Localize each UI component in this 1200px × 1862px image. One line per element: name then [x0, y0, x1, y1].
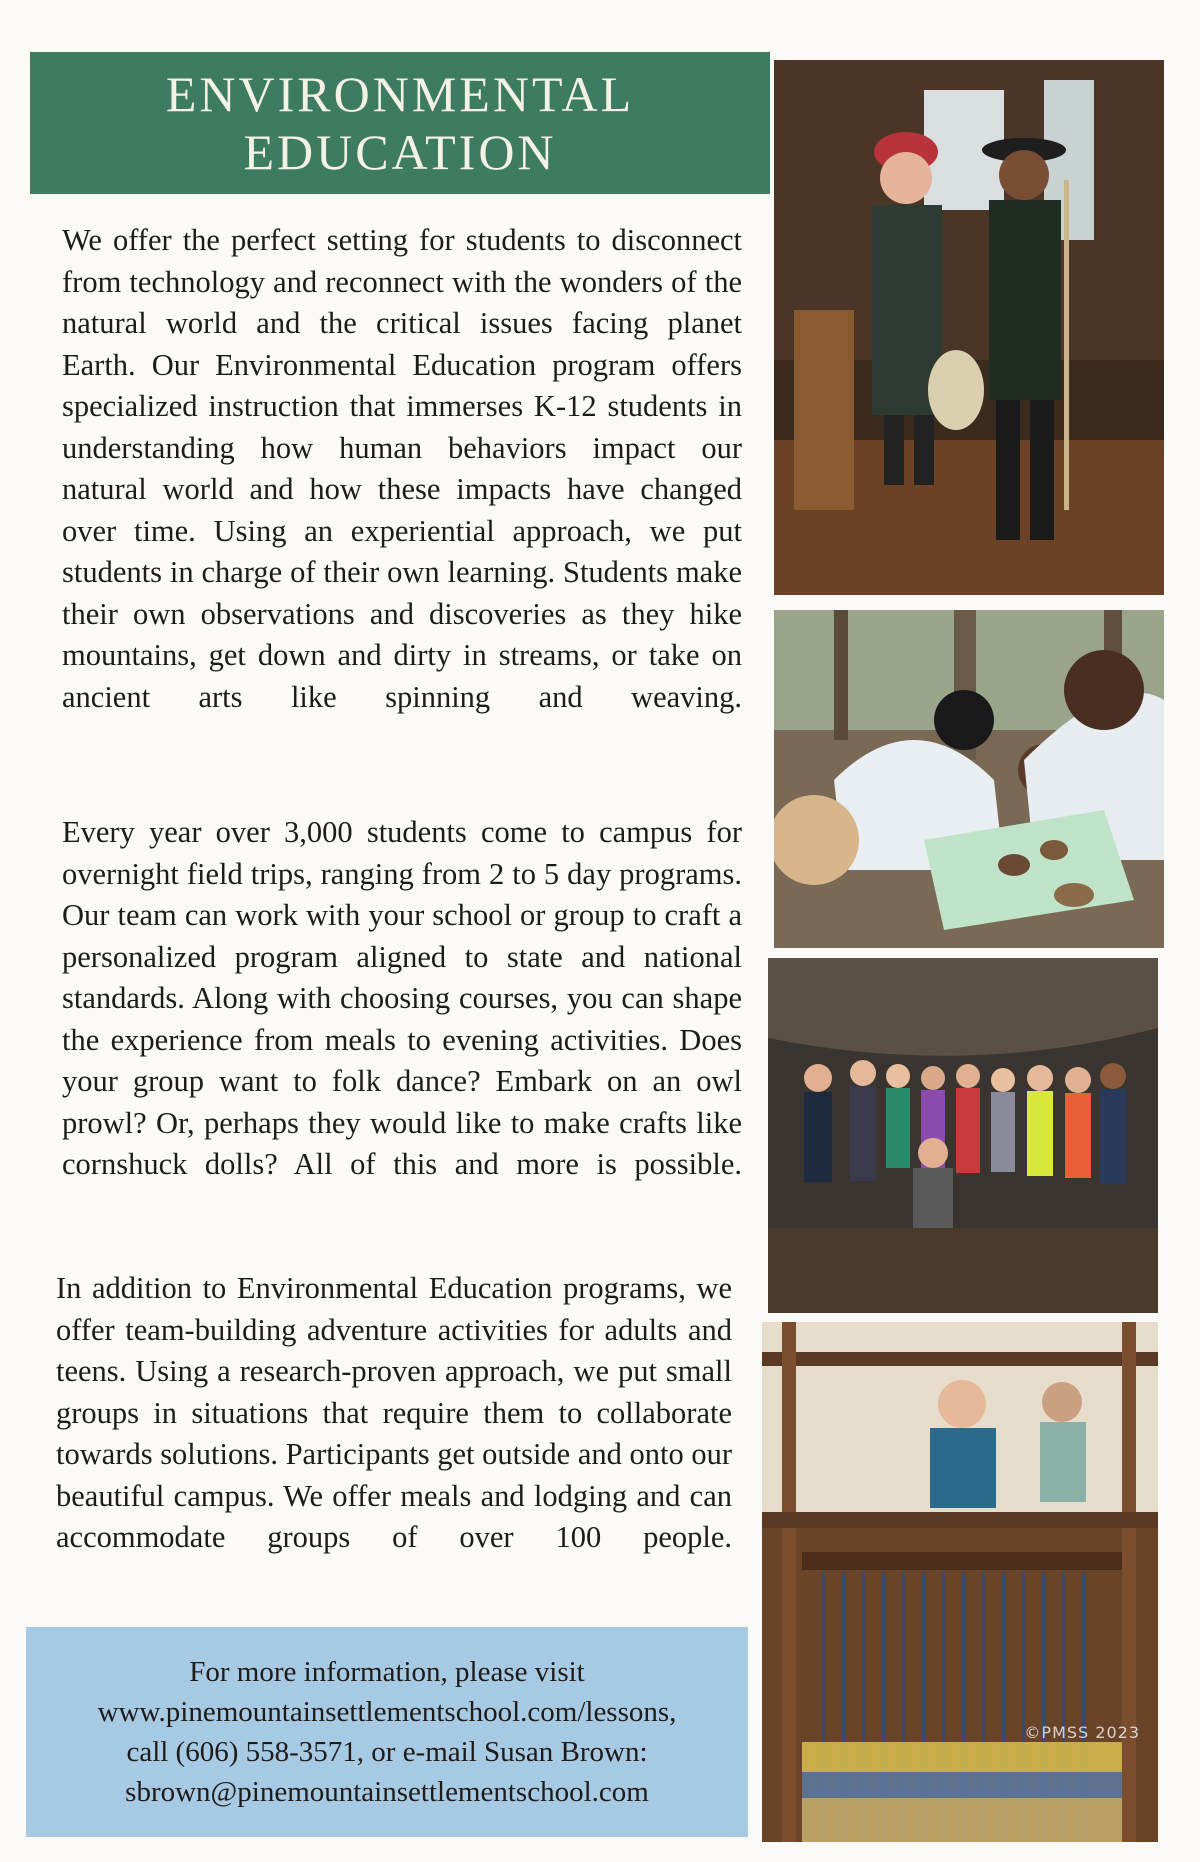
- header-title-line1: ENVIRONMENTAL: [165, 66, 635, 122]
- photo-stream-study: [774, 610, 1164, 948]
- contact-info-box: [26, 1627, 748, 1837]
- section-header: [30, 52, 770, 194]
- photo-group-hike: [768, 958, 1158, 1313]
- photo-weaving-loom: [762, 1322, 1158, 1842]
- photo-watermark: ©PMSS 2023: [1024, 1723, 1140, 1742]
- paragraph-field-trips: Every year over 3,000 students come to campus for overnight field trips, ranging from 2 to 5 day programs. Our team can work with your school or group to craft a personalized program aligned to state and national standards. Along with choosing courses, you can shape the experience from meals to evening activities. Does your group want to folk dance? Embark on an owl prowl? Or, perhaps they would like to make crafts like cornshuck dolls? All of this and more is possible.: [62, 815, 742, 1181]
- header-title-line2: EDUCATION: [243, 124, 557, 180]
- paragraph-team-building: In addition to Environmental Education programs, we offer team-building adventure activities for adults and teens. Using a research-proven approach, we put small groups in situations that require them to collaborate towards solutions. Participants get outside and onto our beautiful campus. We offer meals and lodging and can accommodate groups of over 100 people.: [56, 1271, 733, 1554]
- info-line-phone: call (606) 558-3571, or e-mail Susan Brown:: [126, 1736, 648, 1768]
- info-line-website: www.pinemountainsettlementschool.com/lessons,: [97, 1696, 677, 1728]
- photo-costumed-students: [774, 60, 1164, 595]
- paragraph-intro: We offer the perfect setting for students to disconnect from technology and reconnect with the wonders of the natural world and the critical issues facing planet Earth. Our Environmental Education program offers specialized instruction that immerses K-12 students in understanding how human behaviors impact our natural world and how these impacts have changed over time. Using an experiential approach, we put students in charge of their own learning. Students make their own observations and discoveries as they hike mountains, get down and dirty in streams, or take on ancient arts like spinning and weaving.: [62, 223, 742, 714]
- info-line-email: sbrown@pinemountainsettlementschool.com: [125, 1776, 649, 1808]
- info-line-visit: For more information, please visit: [189, 1656, 585, 1688]
